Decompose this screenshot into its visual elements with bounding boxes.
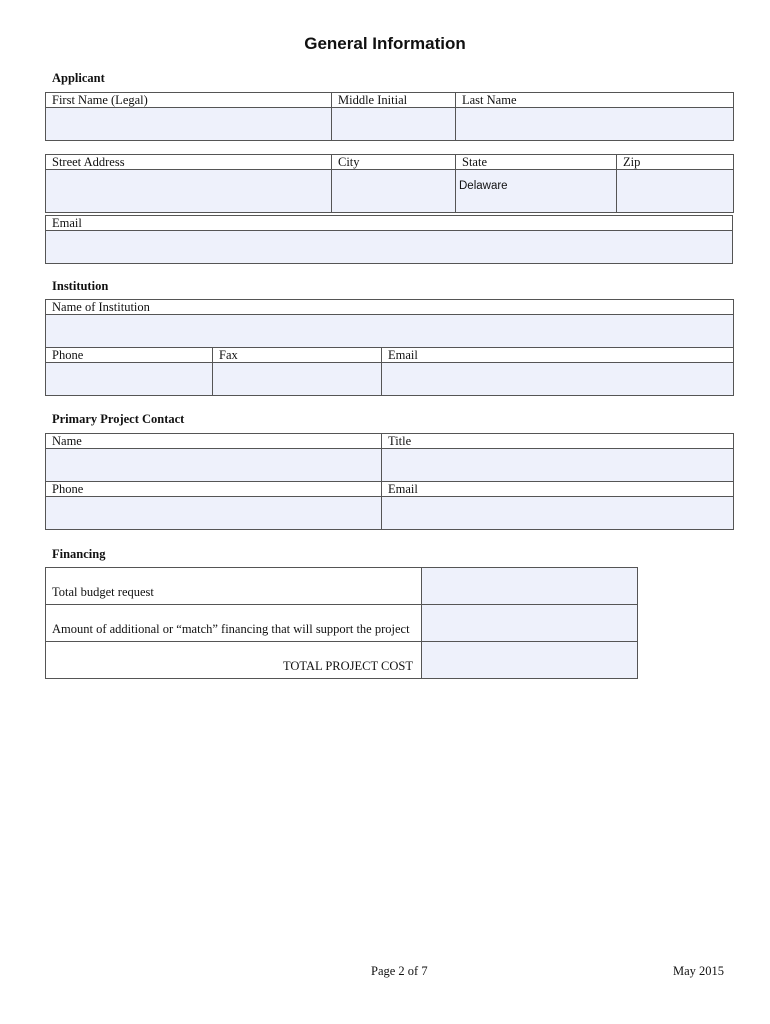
- institution-fax-field[interactable]: [213, 363, 382, 396]
- institution-section-label: Institution: [52, 279, 109, 293]
- street-address-label: Street Address: [46, 155, 332, 170]
- contact-title-label: Title: [382, 434, 734, 449]
- total-project-cost-label: TOTAL PROJECT COST: [46, 642, 422, 679]
- financing-table: [45, 567, 638, 679]
- zip-field[interactable]: [617, 170, 734, 213]
- institution-phone-label: Phone: [46, 348, 213, 363]
- total-project-cost-field[interactable]: [422, 642, 638, 679]
- contact-name-field[interactable]: [46, 449, 382, 482]
- page-number: Page 2 of 7: [371, 964, 428, 978]
- city-label: City: [332, 155, 456, 170]
- first-name-label: First Name (Legal): [46, 93, 332, 108]
- city-field[interactable]: [332, 170, 456, 213]
- total-budget-request-field[interactable]: [422, 568, 638, 605]
- contact-table: [45, 433, 734, 530]
- state-label: State: [456, 155, 617, 170]
- contact-email-label: Email: [382, 482, 734, 497]
- street-address-field[interactable]: [46, 170, 332, 213]
- applicant-section-label: Applicant: [52, 71, 105, 85]
- total-budget-request-label: Total budget request: [46, 568, 422, 605]
- institution-table: [45, 299, 734, 396]
- first-name-field[interactable]: [46, 108, 332, 141]
- institution-phone-field[interactable]: [46, 363, 213, 396]
- institution-fax-label: Fax: [213, 348, 382, 363]
- page-title: General Information: [304, 34, 466, 53]
- institution-email-field[interactable]: [382, 363, 734, 396]
- last-name-field[interactable]: [456, 108, 734, 141]
- contact-section-label: Primary Project Contact: [52, 412, 185, 426]
- contact-email-field[interactable]: [382, 497, 734, 530]
- contact-name-label: Name: [46, 434, 382, 449]
- applicant-address-table: [45, 154, 734, 213]
- institution-email-label: Email: [382, 348, 734, 363]
- applicant-email-label: Email: [46, 216, 733, 231]
- zip-label: Zip: [617, 155, 734, 170]
- financing-section-label: Financing: [52, 547, 106, 561]
- applicant-email-field[interactable]: [46, 231, 733, 264]
- middle-initial-label: Middle Initial: [332, 93, 456, 108]
- institution-name-label: Name of Institution: [46, 300, 734, 315]
- contact-title-field[interactable]: [382, 449, 734, 482]
- contact-phone-field[interactable]: [46, 497, 382, 530]
- applicant-email-table: [45, 215, 733, 264]
- match-financing-label: Amount of additional or “match” financing that will support the project: [46, 605, 422, 642]
- contact-phone-label: Phone: [46, 482, 382, 497]
- last-name-label: Last Name: [456, 93, 734, 108]
- footer-date: May 2015: [673, 964, 725, 978]
- state-field[interactable]: Delaware: [456, 170, 617, 213]
- institution-name-field[interactable]: [46, 315, 734, 348]
- middle-initial-field[interactable]: [332, 108, 456, 141]
- applicant-name-table: [45, 92, 734, 141]
- match-financing-field[interactable]: [422, 605, 638, 642]
